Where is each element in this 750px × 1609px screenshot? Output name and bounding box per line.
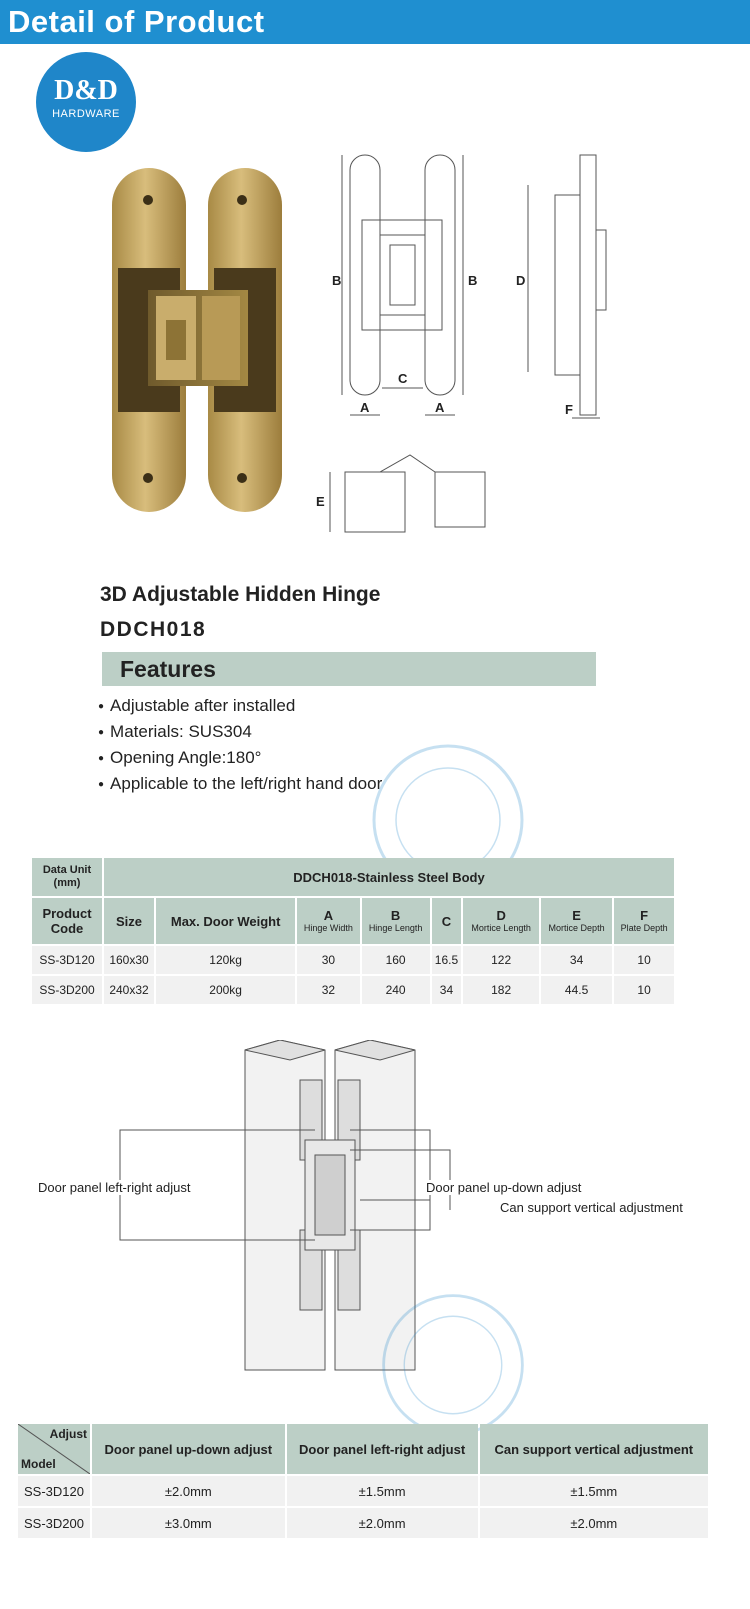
cell: SS-3D200	[39, 983, 95, 997]
col-d: D Mortice Length	[463, 898, 539, 944]
cell: 30	[321, 953, 336, 967]
feature-item: ● Opening Angle:180°	[98, 745, 382, 771]
corner-bottom: Model	[21, 1457, 56, 1471]
table-row	[18, 1508, 708, 1538]
cell: 160x30	[109, 953, 149, 967]
cell: 160	[385, 953, 406, 967]
cell: 240x32	[109, 983, 149, 997]
col-size: Size	[104, 898, 154, 944]
cell: 122	[491, 953, 512, 967]
logo-brand: D&D	[54, 75, 118, 106]
col-left-right: Door panel left-right adjust	[287, 1424, 478, 1474]
cell: 34	[439, 983, 454, 997]
dim-label-c: C	[398, 371, 408, 386]
col-b: B Hinge Length	[362, 898, 430, 944]
cell: SS-3D120	[24, 1483, 84, 1499]
page-banner: Detail of Product	[0, 0, 750, 44]
col-up-down: Door panel up-down adjust	[92, 1424, 285, 1474]
col-product-code: Product Code	[32, 898, 102, 944]
feature-item: ● Materials: SUS304	[98, 719, 382, 745]
cell: ±2.0mm	[164, 1483, 212, 1499]
product-model: DDCH018	[100, 618, 207, 641]
cell: ±2.0mm	[570, 1515, 618, 1531]
technical-drawings	[310, 150, 610, 550]
cell: 182	[491, 983, 512, 997]
corner-top: Adjust	[49, 1427, 87, 1441]
logo-sub: HARDWARE	[52, 108, 120, 120]
dim-label-a-left: A	[360, 400, 370, 415]
label-up-down-adjust: Door panel up-down adjust	[426, 1180, 582, 1195]
cell: ±1.5mm	[358, 1483, 406, 1499]
dim-label-f: F	[565, 402, 573, 417]
col-e: E Mortice Depth	[541, 898, 612, 944]
col-a: A Hinge Width	[297, 898, 359, 944]
cell: SS-3D120	[39, 953, 95, 967]
adjustment-table	[16, 1422, 710, 1540]
dim-label-a-right: A	[435, 400, 445, 415]
table-row	[18, 1476, 708, 1506]
dim-label-b-left: B	[332, 273, 342, 288]
table-row	[32, 946, 674, 974]
cell: 44.5	[564, 983, 589, 997]
table-row	[32, 976, 674, 1004]
cell: 34	[569, 953, 584, 967]
cell: 120kg	[209, 953, 242, 967]
unit-cell	[32, 858, 102, 896]
cell: ±3.0mm	[164, 1515, 212, 1531]
col-f: F Plate Depth	[614, 898, 674, 944]
cell: ±2.0mm	[358, 1515, 406, 1531]
dim-label-d: D	[516, 273, 526, 288]
cell: 10	[637, 953, 651, 967]
cell: 240	[385, 983, 406, 997]
watermark-seal	[378, 1290, 528, 1440]
cell: 16.5	[434, 953, 459, 967]
features-heading: Features	[102, 652, 596, 686]
brand-logo	[36, 52, 136, 152]
unit-line2: (mm)	[53, 877, 81, 889]
cell: 32	[321, 983, 336, 997]
features-list	[98, 693, 382, 797]
cell: 200kg	[209, 983, 242, 997]
spec-caption: DDCH018-Stainless Steel Body	[104, 858, 674, 896]
unit-line1: Data Unit	[42, 864, 92, 876]
col-vertical: Can support vertical adjustment	[480, 1424, 708, 1474]
cell: ±1.5mm	[570, 1483, 618, 1499]
label-vertical-adjust: Can support vertical adjustment	[500, 1200, 683, 1215]
col-max-weight: Max. Door Weight	[156, 898, 295, 944]
feature-item: ● Applicable to the left/right hand door	[98, 771, 382, 797]
hinge-photo	[90, 150, 310, 550]
dim-label-e: E	[316, 494, 325, 509]
dim-label-b-right: B	[468, 273, 478, 288]
col-c: C	[432, 898, 462, 944]
label-left-right-adjust: Door panel left-right adjust	[38, 1180, 191, 1195]
corner-cell	[18, 1424, 90, 1474]
cell: SS-3D200	[24, 1515, 84, 1531]
feature-item: ● Adjustable after installed	[98, 693, 382, 719]
product-title: 3D Adjustable Hidden Hinge	[100, 583, 381, 606]
cell: 10	[637, 983, 651, 997]
spec-table	[30, 856, 676, 1006]
